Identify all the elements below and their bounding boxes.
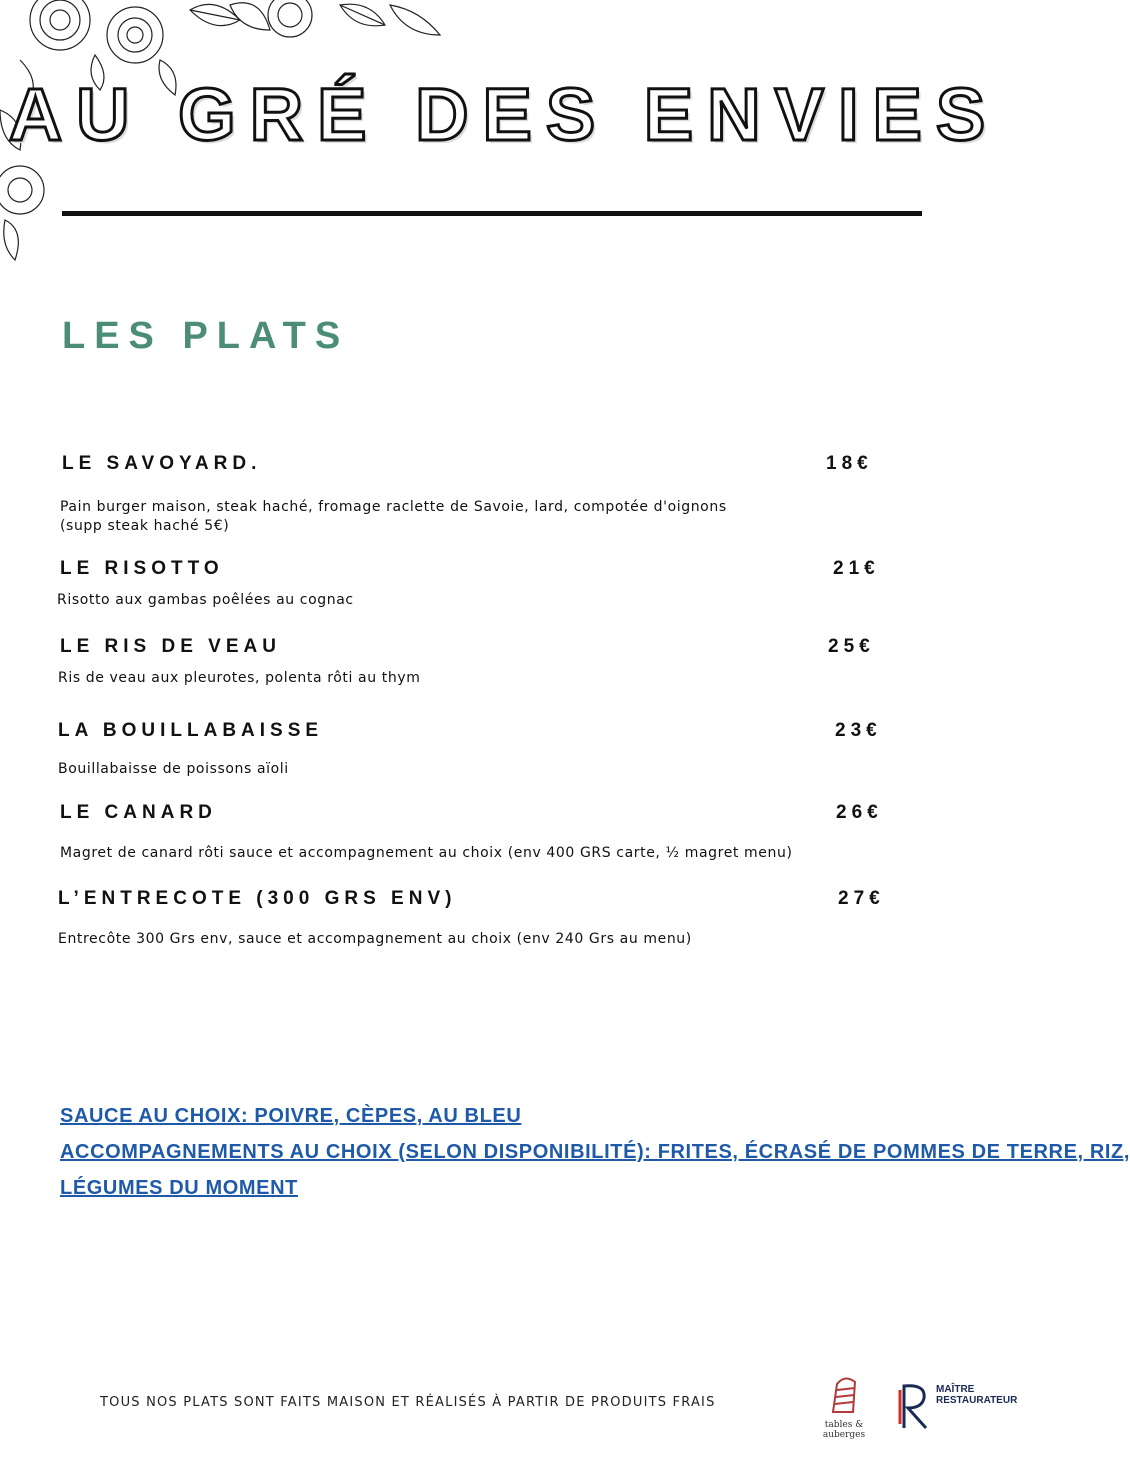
dish-price-ris-de-veau: 25€ <box>828 636 875 657</box>
dish-description-canard: Magret de canard rôti sauce et accompagnement au choix (env 400 GRS carte, ½ magret menu) <box>60 845 793 861</box>
dish-name-risotto: LE RISOTTO <box>60 558 224 579</box>
dish-price-bouillabaisse: 23€ <box>835 720 882 741</box>
dish-name-savoyard: LE SAVOYARD. <box>62 453 262 474</box>
dish-name-ris-de-veau: LE RIS DE VEAU <box>60 636 281 657</box>
page-title: AU GRÉ DES ENVIES <box>8 73 1000 156</box>
title-divider <box>62 211 922 216</box>
dish-description-entrecote: Entrecôte 300 Grs env, sauce et accompagnement au choix (env 240 Grs au menu) <box>58 931 692 947</box>
dish-price-canard: 26€ <box>836 802 883 823</box>
maitre-restaurateur-text: MAÎTRE RESTAURATEUR <box>936 1384 1018 1406</box>
sauce-choice-line: SAUCE AU CHOIX: POIVRE, CÈPES, AU BLEU <box>60 1105 522 1127</box>
dish-description-risotto: Risotto aux gambas poêlées au cognac <box>57 592 354 608</box>
section-title: LES PLATS <box>62 315 350 357</box>
dish-price-entrecote: 27€ <box>838 888 885 909</box>
chef-hat-icon <box>805 1372 883 1422</box>
tables-auberges-logo-text: tables & auberges <box>822 1420 866 1440</box>
sides-choice-line: ACCOMPAGNEMENTS AU CHOIX (SELON DISPONIBILITÉ): FRITES, ÉCRASÉ DE POMMES DE TERRE, RIZ, <box>60 1141 1130 1163</box>
dish-name-bouillabaisse: LA BOUILLABAISSE <box>58 720 324 741</box>
maitre-restaurateur-logo <box>896 1380 1018 1436</box>
r-logo-icon <box>896 1380 932 1432</box>
dish-name-entrecote: L’ENTRECOTE (300 GRS ENV) <box>58 888 457 909</box>
tables-auberges-logo <box>805 1372 883 1444</box>
dish-price-risotto: 21€ <box>833 558 880 579</box>
dish-price-savoyard: 18€ <box>826 453 873 474</box>
dish-description-ris-de-veau: Ris de veau aux pleurotes, polenta rôti au thym <box>58 670 421 686</box>
dish-description-savoyard: Pain burger maison, steak haché, fromage raclette de Savoie, lard, compotée d'oignons (supp steak haché 5€) <box>60 499 727 534</box>
dish-name-canard: LE CANARD <box>60 802 217 823</box>
sides-choice-line-continued: LÉGUMES DU MOMENT <box>60 1177 298 1199</box>
dish-description-bouillabaisse: Bouillabaisse de poissons aïoli <box>58 761 289 777</box>
homemade-note: TOUS NOS PLATS SONT FAITS MAISON ET RÉALISÉS À PARTIR DE PRODUITS FRAIS <box>100 1395 716 1410</box>
